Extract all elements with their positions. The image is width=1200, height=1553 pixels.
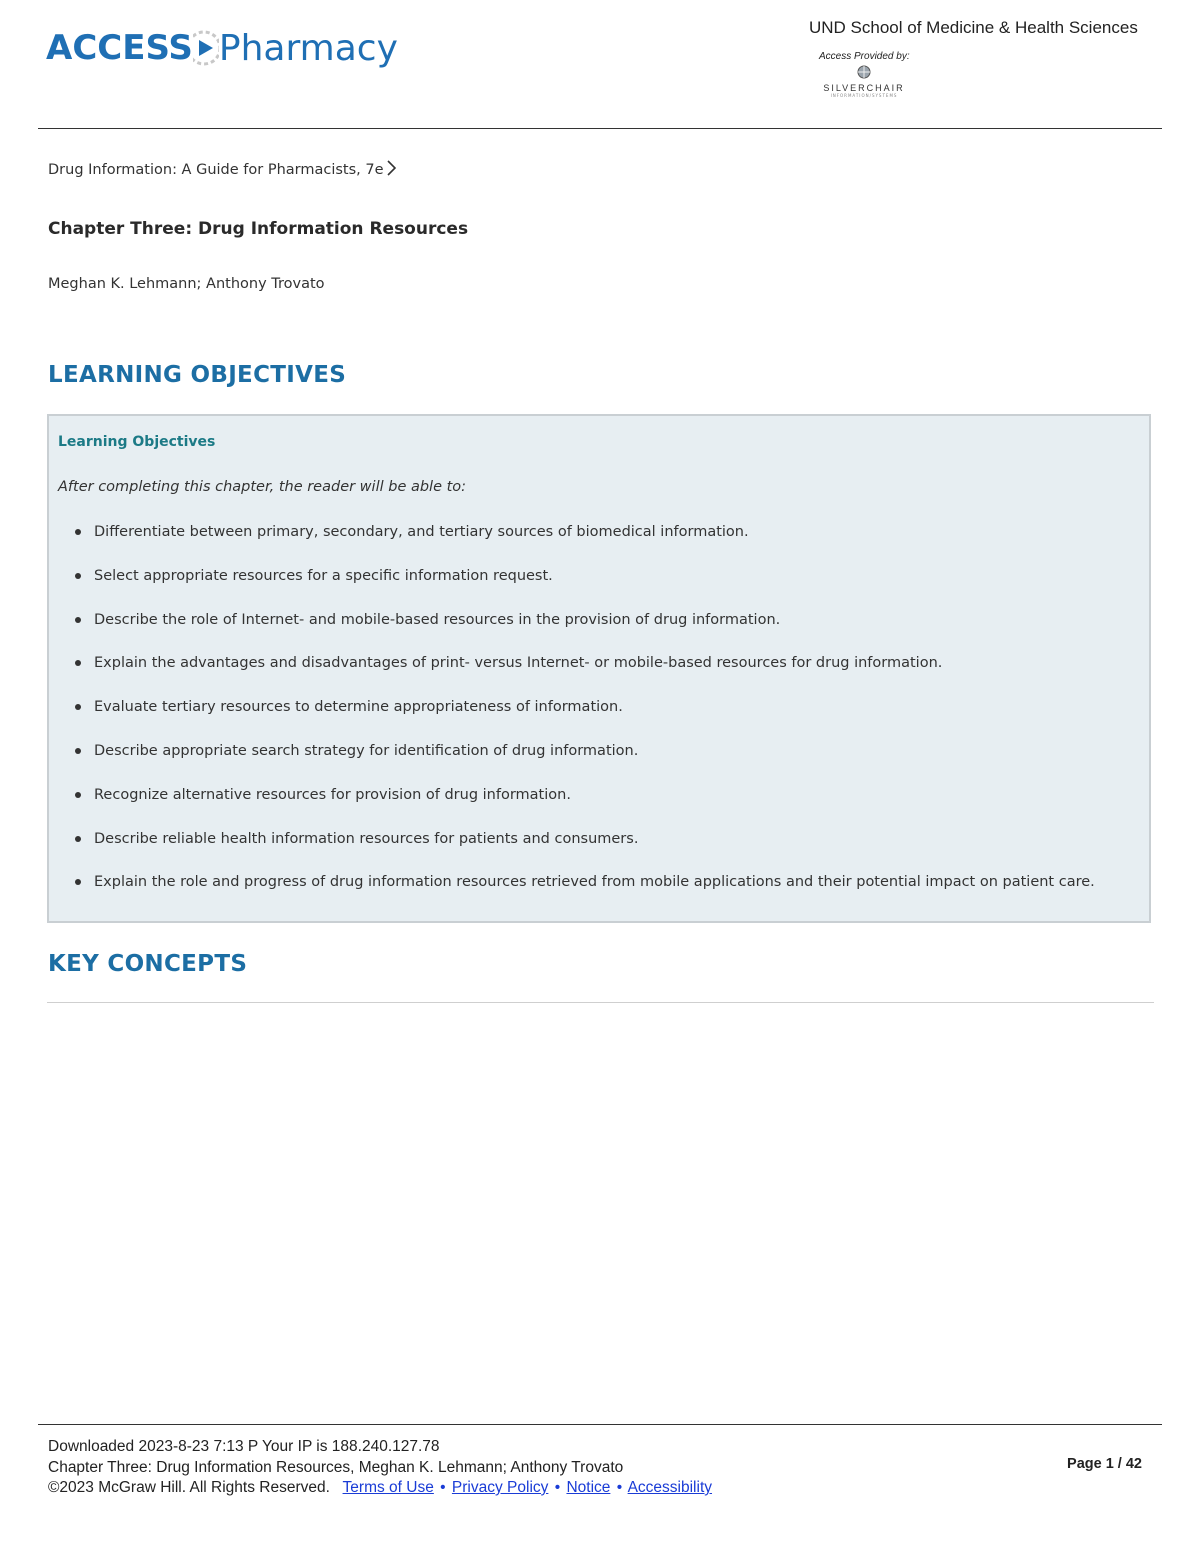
list-item-text: Describe appropriate search strategy for identification of drug information. — [94, 742, 639, 759]
section-divider — [47, 1002, 1154, 1003]
chevron-right-icon — [386, 160, 396, 180]
link-separator: • — [554, 1479, 561, 1496]
logo-arrow-icon — [193, 28, 219, 68]
list-item — [75, 871, 1095, 915]
download-info: Downloaded 2023-8-23 7:13 P Your IP is 188.240.127.78 — [48, 1438, 440, 1455]
accesspharmacy-logo[interactable] — [46, 16, 398, 80]
terms-of-use-link[interactable]: Terms of Use — [342, 1479, 434, 1496]
page-number: Page 1 / 42 — [1067, 1456, 1142, 1472]
access-provided-label: Access Provided by: — [819, 51, 910, 62]
link-separator: • — [616, 1479, 623, 1496]
bullet-icon — [75, 792, 81, 798]
learning-objectives-list — [75, 521, 1095, 915]
link-separator: • — [440, 1479, 446, 1496]
chapter-title: Chapter Three: Drug Information Resources — [48, 219, 469, 239]
learning-objectives-heading: LEARNING OBJECTIVES — [48, 362, 347, 388]
notice-link[interactable]: Notice — [566, 1479, 611, 1496]
list-item — [75, 521, 1095, 565]
silverchair-globe-icon — [857, 65, 871, 79]
copyright-line — [48, 1478, 712, 1499]
list-item — [75, 784, 1095, 828]
logo-access-text: ACCESS — [46, 28, 193, 68]
learning-objectives-intro: After completing this chapter, the reader will be able to: — [58, 479, 467, 495]
list-item — [75, 652, 1095, 696]
learning-objectives-box-title: Learning Objectives — [58, 434, 216, 450]
citation-line: Chapter Three: Drug Information Resources, Meghan K. Lehmann; Anthony Trovato — [48, 1458, 624, 1476]
breadcrumb[interactable] — [48, 160, 396, 180]
list-item — [75, 565, 1095, 609]
list-item-text: Evaluate tertiary resources to determine appropriateness of information. — [94, 699, 623, 716]
list-item — [75, 609, 1095, 653]
list-item-text: Explain the advantages and disadvantages of print- versus Internet- or mobile-based resources for drug information. — [94, 655, 943, 672]
accessibility-link[interactable]: Accessibility — [627, 1479, 713, 1496]
list-item — [75, 740, 1095, 784]
bullet-icon — [75, 879, 81, 885]
breadcrumb-book-title[interactable]: Drug Information: A Guide for Pharmacists, 7e — [48, 162, 384, 178]
provider-tagline: INFORMATION/SYSTEMS — [830, 93, 898, 98]
list-item — [75, 696, 1095, 740]
list-item — [75, 828, 1095, 872]
list-item-text: Differentiate between primary, secondary, and tertiary sources of biomedical information. — [94, 524, 749, 540]
privacy-policy-link[interactable]: Privacy Policy — [451, 1479, 549, 1496]
logo-pharmacy-text: Pharmacy — [218, 27, 398, 69]
provider-name: SILVERCHAIR — [823, 83, 905, 93]
page-footer — [38, 1424, 1162, 1496]
bullet-icon — [75, 704, 81, 710]
bullet-icon — [75, 617, 81, 623]
copyright-text: ©2023 McGraw Hill. All Rights Reserved. — [48, 1479, 330, 1496]
key-concepts-heading: KEY CONCEPTS — [48, 951, 248, 977]
list-item-text: Explain the role and progress of drug information resources retrieved from mobile applications and their potential impact on patient care. — [94, 874, 1095, 891]
learning-objectives-box — [47, 414, 1151, 923]
page-header — [38, 0, 1162, 129]
list-item-text: Describe the role of Internet- and mobile-based resources in the provision of drug information. — [94, 611, 781, 628]
bullet-icon — [75, 529, 81, 535]
bullet-icon — [75, 573, 81, 579]
silverchair-logo — [819, 64, 909, 98]
bullet-icon — [75, 660, 81, 666]
list-item-text: Recognize alternative resources for provision of drug information. — [94, 786, 571, 803]
bullet-icon — [75, 836, 81, 842]
institution-name: UND School of Medicine & Health Sciences — [809, 18, 1138, 37]
footer-text — [48, 1437, 712, 1499]
bullet-icon — [75, 748, 81, 754]
list-item-text: Describe reliable health information resources for patients and consumers. — [94, 830, 639, 847]
list-item-text: Select appropriate resources for a specific information request. — [94, 567, 553, 584]
chapter-authors: Meghan K. Lehmann; Anthony Trovato — [48, 276, 325, 292]
